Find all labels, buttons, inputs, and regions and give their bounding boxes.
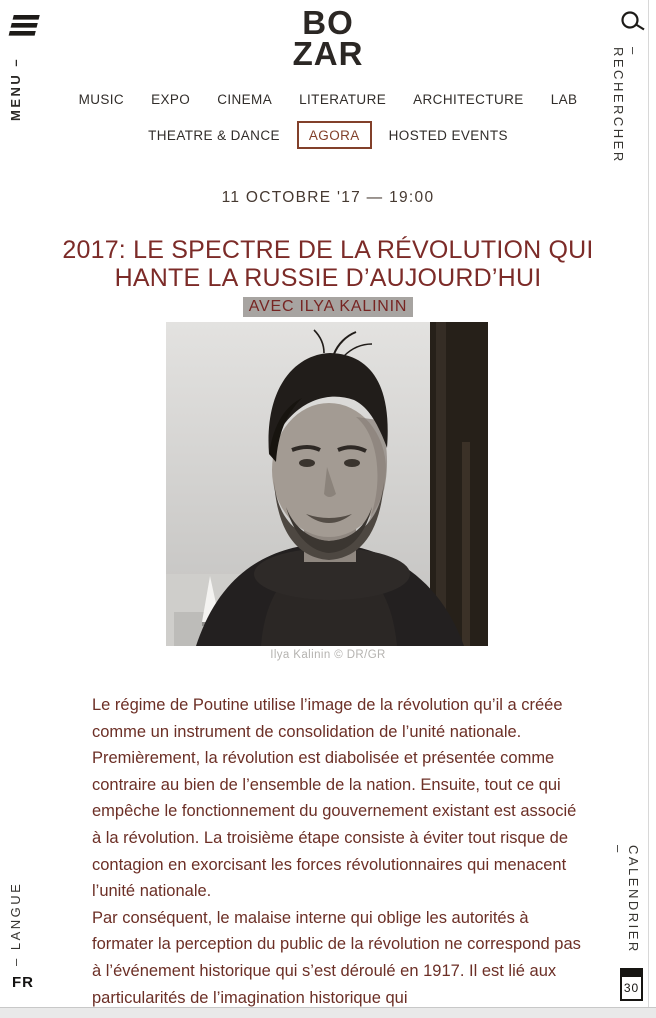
- main-nav-row-1: [40, 92, 616, 107]
- nav-item-expo[interactable]: EXPO: [151, 92, 191, 107]
- nav-item-cinema[interactable]: CINEMA: [217, 92, 273, 107]
- nav-item-literature[interactable]: LITERATURE: [299, 92, 387, 107]
- menu-label[interactable]: MENU –: [8, 56, 23, 121]
- scrollbar-track[interactable]: [648, 0, 649, 1018]
- event-photo: [166, 322, 488, 646]
- nav-item-lab[interactable]: LAB: [550, 92, 578, 107]
- language-selector-fr[interactable]: FR: [12, 974, 34, 991]
- event-title-line-1: 2017: LE SPECTRE DE LA RÉVOLUTION QUI: [62, 236, 594, 264]
- event-title: [30, 237, 626, 292]
- portrait-photo-illustration: [166, 322, 488, 646]
- calendar-icon-header: [620, 968, 643, 977]
- logo-line-top: BO: [302, 4, 354, 41]
- photo-caption: Ilya Kalinin © DR/GR: [270, 649, 386, 661]
- nav-item-agora-active[interactable]: AGORA: [297, 121, 372, 149]
- nav-item-theatre-dance[interactable]: THEATRE & DANCE: [148, 127, 280, 143]
- calendar-day-number: 30: [620, 977, 643, 1001]
- calendar-icon[interactable]: [620, 968, 643, 1001]
- search-label[interactable]: – RECHERCHER: [611, 47, 641, 164]
- bozar-logo[interactable]: [0, 4, 656, 72]
- event-subtitle-highlight: AVEC ILYA KALININ: [243, 297, 414, 317]
- event-paragraph-1: Le régime de Poutine utilise l’image de la révolution qu’il a créée comme un instrument de consolidation de l’unité nationale. Premièrement, la révolution est diabolisée et présentée comme contraire au bien de l’ensemble de la nation. Ensuite, tout ce qui empêche le fonctionnement du gouvernement existant est associé à la révolution. La troisième étape consiste à éviter tout risque de contagion en exorcisant les forces révolutionnaires qui menacent l’unité nationale.: [92, 696, 577, 901]
- nav-item-architecture[interactable]: ARCHITECTURE: [413, 92, 524, 107]
- bottom-bar: [0, 1007, 656, 1018]
- logo-line-bottom: ZAR: [292, 34, 364, 72]
- language-label: – LANGUE: [8, 881, 23, 966]
- event-title-line-2: HANTE LA RUSSIE D’AUJOURD’HUI: [114, 263, 542, 292]
- main-nav-row-2: [40, 119, 616, 151]
- event-description: [92, 692, 588, 1011]
- event-datetime: 11 OCTOBRE '17 — 19:00: [221, 189, 435, 206]
- calendar-label[interactable]: CALENDRIER –: [611, 845, 641, 954]
- event-subtitle-row: [0, 297, 656, 317]
- nav-item-music[interactable]: MUSIC: [78, 92, 125, 107]
- nav-item-hosted-events[interactable]: HOSTED EVENTS: [388, 127, 508, 143]
- event-paragraph-2: Par conséquent, le malaise interne qui oblige les autorités à formater la perception du public de la révolution ne correspond pas à l’événement historique qui s’est déroulé en 1917. Il est lié aux particularités de l’imagination historique qui: [92, 908, 581, 1007]
